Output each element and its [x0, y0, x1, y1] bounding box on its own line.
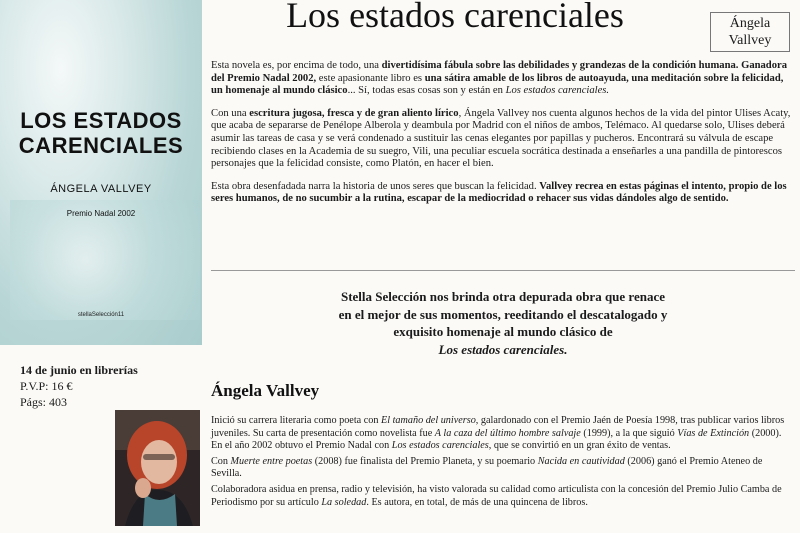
cover-texture	[10, 200, 200, 320]
author-portrait	[115, 410, 200, 526]
bio-heading: Ángela Vallvey	[211, 381, 320, 400]
page-count: Págs: 403	[20, 395, 68, 409]
author-box-line2: Vallvey	[728, 33, 772, 48]
release-info	[20, 362, 138, 410]
synopsis	[211, 60, 795, 216]
synopsis-paragraph-3: Esta obra desenfadada narra la historia de unos seres que buscan la felicidad. Vallvey recrea en estas páginas el intento, propio de los seres humanos, de no sucumbir a la rutina, escapar de la mediocridad o rehacer sus vidas dándoles algo de sentido.	[211, 180, 787, 205]
cover-title-line2: CARENCIALES	[18, 133, 184, 158]
synopsis-paragraph-1: Esta novela es, por encima de todo, una divertidísima fábula sobre las debilidades y grandezas de la condición humana. Ganadora del Premio Nadal 2002, este apasionante libro es una sátira amable de los libros de autoayuda, una meditación sobre la felicidad, un homenaje al mundo clásico... Sí, todas esas cosas son y están en Los estados carenciales.	[211, 60, 787, 97]
author-photo	[115, 410, 200, 526]
author-box	[710, 12, 790, 52]
bio-paragraph-2: Con Muerte entre poetas (2008) fue finalista del Premio Planeta, y su poemario Nacida en cautividad (2006) ganó el Premio Ateneo de Sevilla.	[211, 455, 763, 480]
cover-title-line1: LOS ESTADOS	[20, 108, 182, 133]
cover-prize: Premio Nadal 2002	[66, 209, 136, 218]
blurb-line2: en el mejor de sus momentos, reeditando el descatalogado y	[338, 306, 668, 322]
bio-paragraph-1: Inició su carrera literaria como poeta con El tamaño del universo, galardonado con el Premio Jaén de Poesía 1998, tras publicar varios libros juveniles. Su carta de presentación como novelista fue A la caza del último hombre salvaje (1999), a la que siguió Vías de Extinción (2000). En el año 2002 obtuvo el Premio Nadal con Los estados carenciales, que se convirtió en un gran éxito de ventas.	[211, 415, 785, 452]
promo-blurb	[211, 288, 795, 358]
author-bio	[211, 415, 795, 512]
page-title: Los estados carenciales	[286, 0, 624, 35]
bio-paragraph-3: Colaboradora asidua en prensa, radio y televisión, ha visto valorada su calidad como articulista con la concesión del Premio Julio Camba de Periodismo por su artículo La soledad. Es autora, en total, de más de una quincena de libros.	[211, 483, 782, 508]
release-date: 14 de junio en librerías	[20, 363, 138, 377]
author-box-line1: Ángela	[729, 16, 771, 31]
synopsis-paragraph-2: Con una escritura jugosa, fresca y de gran aliento lírico, Ángela Vallvey nos cuenta algunos hechos de la vida del pintor Ulises Acaty, que acaba de separarse de Penélope Alberola y deambula por Madrid con el niños de ambos, Telémaco. Al quedarse solo, Ulises deberá asumir las tareas de casa y se verá condenado a sustituir las cenas elegantes por papillas y pucheros. Encontrará su válvula de escape recibiendo clases en la Academia de su suegro, Vili, una peculiar escuela socrática destinada a enseñarles a una pandilla de pintorescos personajes que la felicidad consiste, como Platón, en hacer el bien.	[211, 107, 791, 170]
blurb-line1: Stella Selección nos brinda otra depurada obra que renace	[340, 289, 666, 304]
divider	[211, 270, 795, 271]
price: P.V.P: 16 €	[20, 379, 73, 393]
cover-author: ÁNGELA VALLVEY	[50, 183, 152, 195]
blurb-line4: Los estados carenciales.	[438, 341, 568, 357]
cover-title	[0, 108, 202, 158]
blurb-line3: exquisito homenaje al mundo clásico de	[393, 324, 613, 339]
cover-publisher: stellaSelección11	[77, 312, 125, 318]
book-cover	[0, 0, 202, 345]
